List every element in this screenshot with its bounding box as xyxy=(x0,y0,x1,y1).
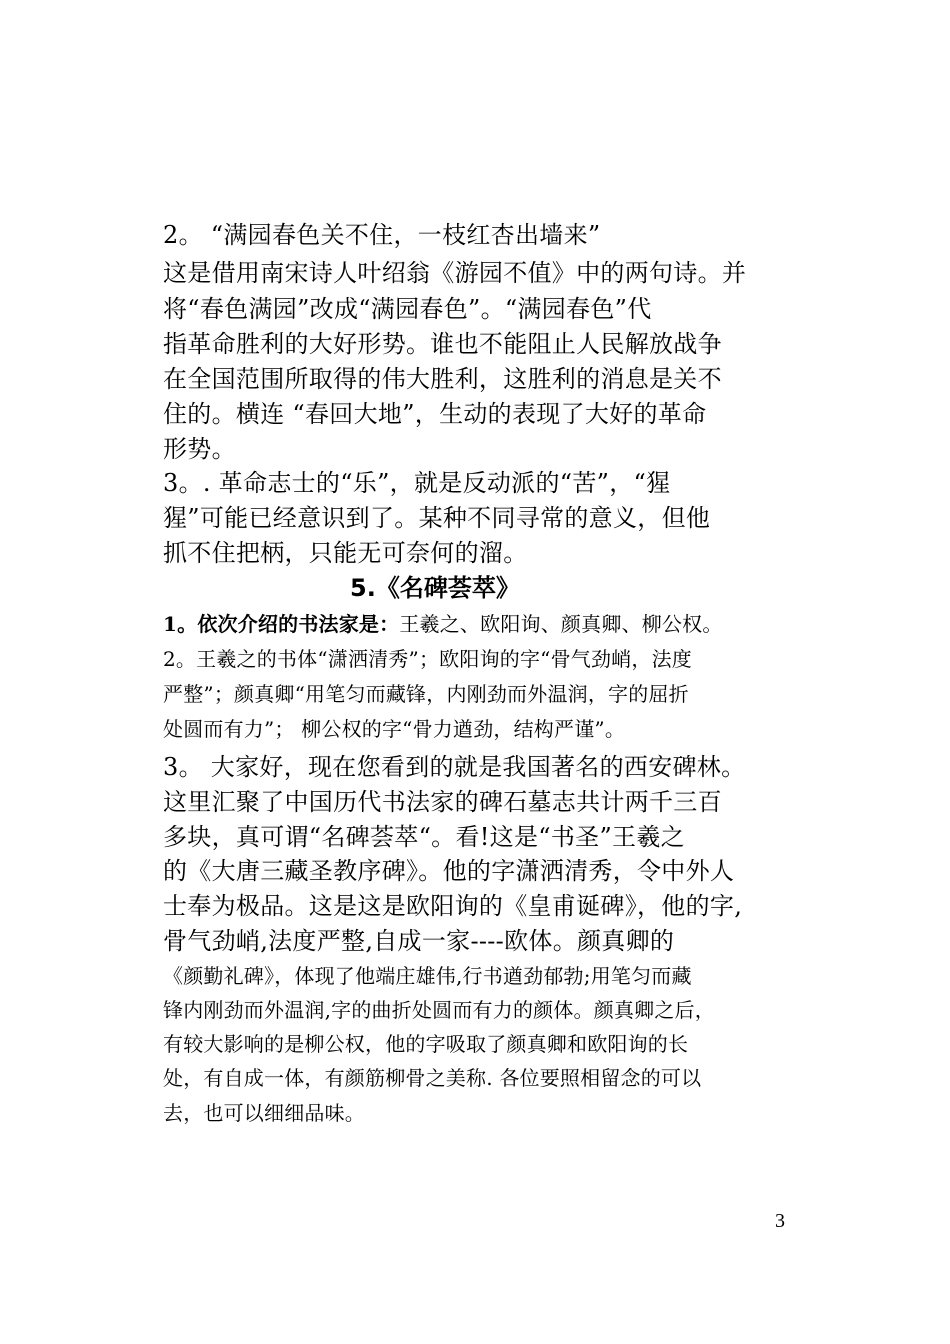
s4-q2-line: 这是借用南宋诗人叶绍翁《游园不值》中的两句诗。并 xyxy=(163,259,747,287)
s5-q3-line: 这里汇聚了中国历代书法家的碑石墓志共计两千三百 xyxy=(163,788,722,816)
s5-q3-line: 士奉为极品。这是这是欧阳询的《皇甫诞碑》，他的字, xyxy=(163,892,743,920)
s5-q3-line: 去，也可以细细品味。 xyxy=(163,1101,365,1125)
s5-q3-line: 骨气劲峭,法度严整,自成一家----欧体。颜真卿的 xyxy=(163,927,675,955)
s4-q2-line: 指革命胜利的大好形势。谁也不能阻止人民解放战争 xyxy=(163,330,722,358)
s5-q1-text: 王羲之、欧阳询、颜真卿、柳公权。 xyxy=(399,612,723,636)
s5-q2-line: 严整”；颜真卿“用笔匀而藏锋，内刚劲而外温润，字的屈折 xyxy=(163,682,689,706)
s4-q2-line: 在全国范围所取得的伟大胜利，这胜利的消息是关不 xyxy=(163,365,722,393)
s4-q3-line: 3。. 革命志士的“乐”，就是反动派的“苦”，“猩 xyxy=(163,469,671,497)
s5-q1-label: 1。依次介绍的书法家是： xyxy=(163,612,400,636)
s5-q3-line: 3。 大家好，现在您看到的就是我国著名的西安碑林。 xyxy=(163,753,746,781)
s5-q3-line: 多块，真可谓“名碑荟萃“。看!这是“书圣”王羲之 xyxy=(163,823,685,851)
s5-q3-line: 处，有自成一体，有颜筋柳骨之美称. 各位要照相留念的可以 xyxy=(163,1066,702,1090)
s4-q2-line: 形势。 xyxy=(163,435,236,463)
s4-q2-heading: 2。 “满园春色关不住，一枝红杏出墙来” xyxy=(163,221,601,249)
s4-q3-line: 猩”可能已经意识到了。某种不同寻常的意义，但他 xyxy=(163,504,711,532)
s5-q3-line: 有较大影响的是柳公权，他的字吸取了颜真卿和欧阳询的长 xyxy=(163,1032,689,1056)
s5-q1-line xyxy=(163,608,723,637)
s5-q3-line: 《颜勤礼碑》，体现了他端庄雄伟,行书遒劲郁勃;用笔匀而藏 xyxy=(163,964,692,988)
s5-q2-line: 处圆而有力”； 柳公权的字“骨力遒劲，结构严谨”。 xyxy=(163,717,626,741)
section-title: 5.《名碑荟萃》 xyxy=(350,574,520,602)
s5-q3-line: 锋内刚劲而外温润,字的曲折处圆而有力的颜体。颜真卿之后， xyxy=(163,998,715,1022)
s4-q2-line: 住的。横连 “春回大地”，生动的表现了大好的革命 xyxy=(163,400,707,428)
page-number: 3 xyxy=(775,1210,785,1232)
s4-q2-line: 将“春色满园”改成“满园春色”。“满园春色”代 xyxy=(163,295,652,323)
s5-q2-line: 2。王羲之的书体“潇洒清秀”；欧阳询的字“骨气劲峭，法度 xyxy=(163,647,692,671)
s4-q3-line: 抓不住把柄，只能无可奈何的溜。 xyxy=(163,539,528,567)
s5-q3-line: 的《大唐三藏圣教序碑》。他的字潇洒清秀，令中外人 xyxy=(163,857,735,885)
